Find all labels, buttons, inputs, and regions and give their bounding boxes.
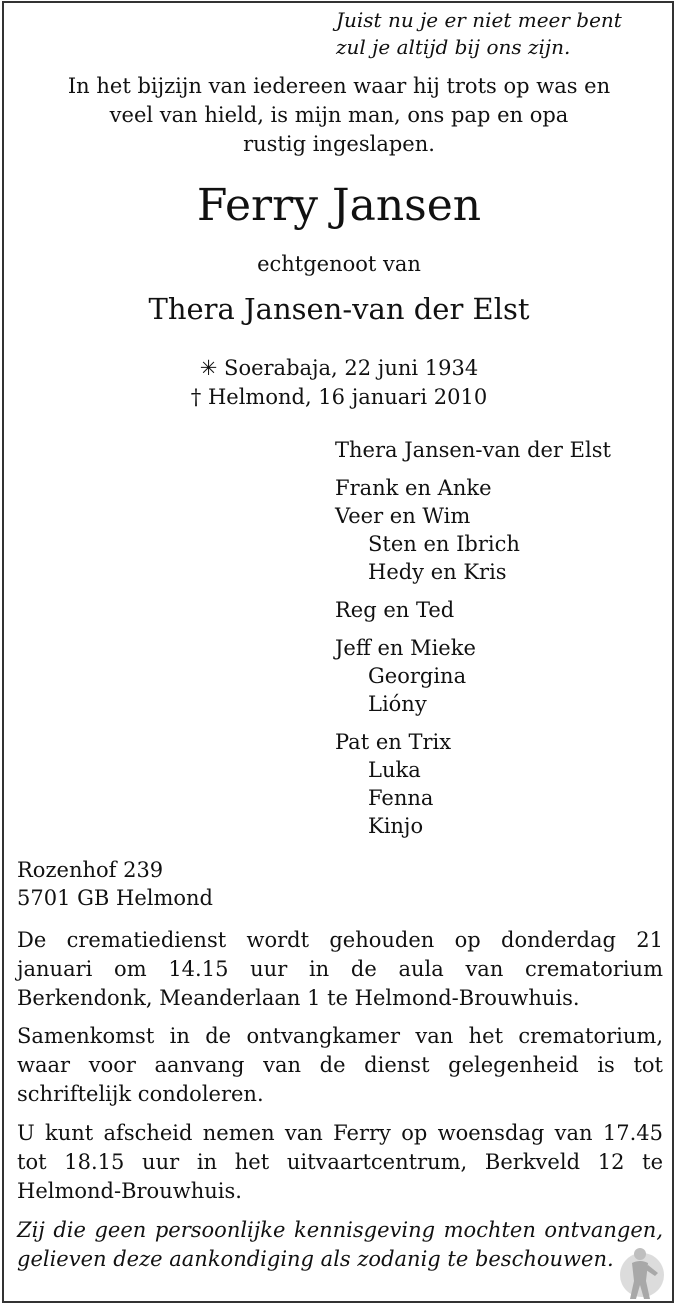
intro-line: veel van hield, is mijn man, ons pap en opa [109, 103, 569, 127]
intro-text [0, 72, 678, 159]
address-street: Rozenhof 239 [17, 858, 164, 882]
deceased-name: Ferry Jansen [196, 180, 482, 231]
family-couple: Reg en Ted [335, 598, 455, 622]
birth-date: ✳ Soerabaja, 22 juni 1934 [199, 356, 479, 380]
cremation-service-paragraph: De crematiedienst wordt gehouden op donderdag 21 januari om 14.15 uur in de aula van crematorium Berkendonk, Meanderlaan 1 te Helmond-Brouwhuis. [17, 928, 663, 1010]
spouse-name: Thera Jansen-van der Elst [148, 292, 530, 326]
spouse-relation: echtgenoot van [257, 252, 421, 276]
family-grandchild: Hedy en Kris [368, 560, 507, 584]
family-grandchild: Liόny [368, 692, 427, 716]
family-grandchild: Luka [368, 758, 421, 782]
memorial-figure-logo-icon [618, 1245, 666, 1301]
intro-line: In het bijzijn van iedereen waar hij trots op was en [67, 74, 611, 98]
notice-paragraph: Zij die geen persoonlijke kennisgeving mochten ontvangen, gelieven deze aankondiging als zodanig te beschouwen. [17, 1218, 663, 1271]
farewell-paragraph: U kunt afscheid nemen van Ferry op woensdag van 17.45 tot 18.15 uur in het uitvaartcentrum, Berkveld 12 te Helmond-Brouwhuis. [17, 1121, 663, 1203]
family-couple: Frank en Anke [335, 476, 492, 500]
life-dates [0, 354, 678, 412]
family-couple: Veer en Wim [335, 504, 471, 528]
family-couple: Jeff en Mieke [335, 636, 476, 660]
death-date: † Helmond, 16 januari 2010 [190, 385, 488, 409]
family-grandchild: Kinjo [368, 814, 424, 838]
motto-line: Juist nu je er niet meer bent [336, 8, 622, 32]
intro-line: rustig ingeslapen. [243, 132, 435, 156]
gathering-paragraph: Samenkomst in de ontvangkamer van het crematorium, waar voor aanvang van de dienst gelegenheid is tot schriftelijk condoleren. [17, 1024, 663, 1106]
family-couple: Pat en Trix [335, 730, 452, 754]
family-spouse: Thera Jansen-van der Elst [335, 438, 611, 462]
family-list [335, 436, 611, 840]
family-grandchild: Fenna [368, 786, 434, 810]
family-grandchild: Sten en Ibrich [368, 532, 520, 556]
motto-verse [336, 7, 622, 61]
family-grandchild: Georgina [368, 664, 467, 688]
address-city: 5701 GB Helmond [17, 886, 213, 910]
motto-line: zul je altijd bij ons zijn. [336, 35, 571, 59]
home-address [17, 856, 213, 912]
